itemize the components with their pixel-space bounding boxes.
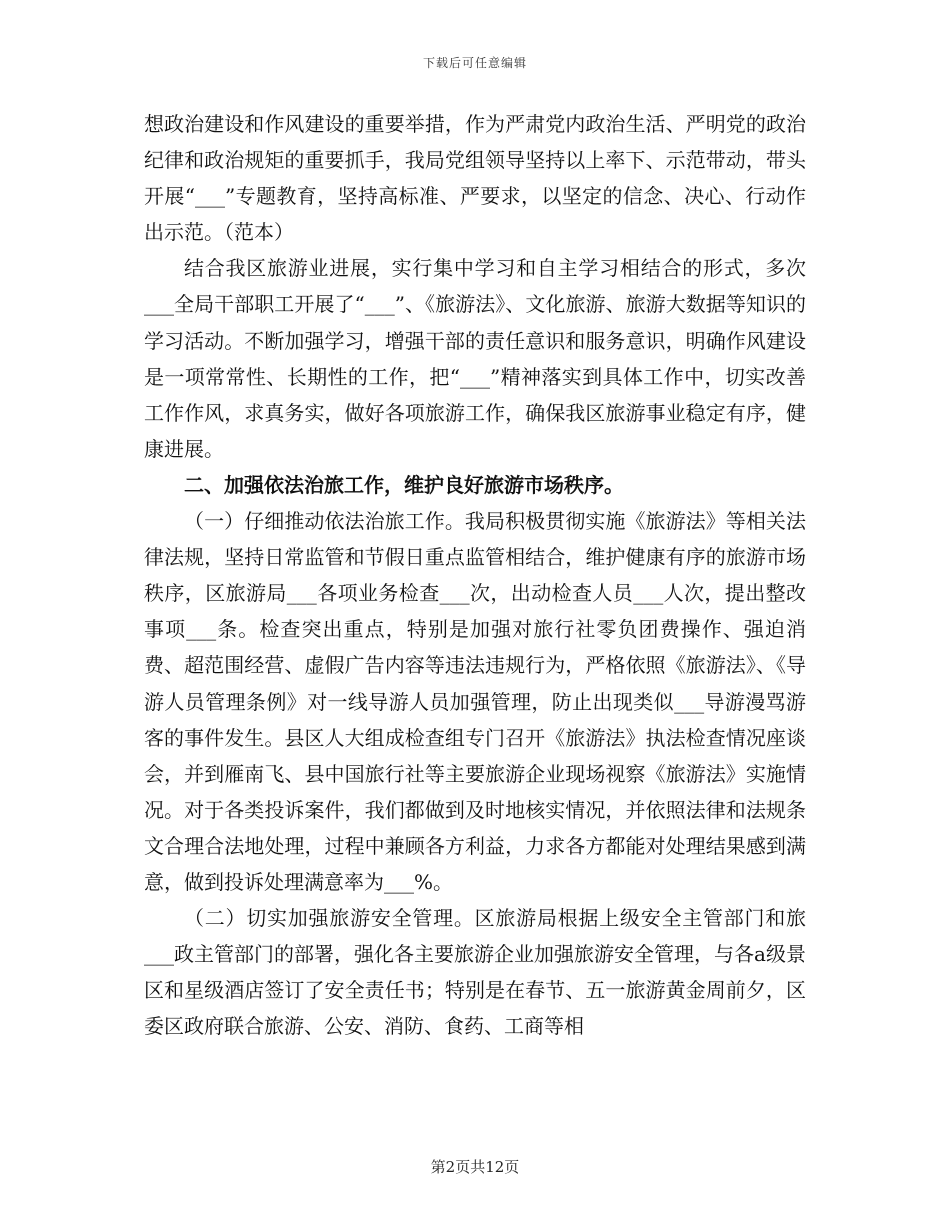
section-heading: 二、加强依法治旅工作，维护良好旅游市场秩序。 xyxy=(184,472,624,497)
paragraph-continuation: 想政治建设和作风建设的重要举措，作为严肃党内政治生活、严明党的政治纪律和政治规矩的重要抓手，我局党组领导坚持以上率下、示范带动，带头开展“___”专题教育，坚持高标准、严要求，以坚定的信念、决心、行动作出示范。（范本） xyxy=(144,112,806,245)
page-header: 下载后可任意编辑 xyxy=(422,56,527,70)
page-number: 第2页共12页 xyxy=(430,1158,520,1176)
paragraph-study-activities: 结合我区旅游业进展，实行集中学习和自主学习相结合的形式，多次___全局干部职工开展了“___”、《旅游法》、文化旅游、旅游大数据等知识的学习活动。不断加强学习，增强干部的责任意识和服务意识，明确作风建设是一项常常性、长期性的工作，把“___”精神落实到具体工作中，切实改善工作作风，求真务实，做好各项旅游工作，确保我区旅游事业稳定有序，健康进展。 xyxy=(144,256,806,461)
paragraph-law-enforcement: （一）仔细推动依法治旅工作。我局积极贯彻实施《旅游法》等相关法律法规，坚持日常监管和节假日重点监管相结合，维护健康有序的旅游市场秩序，区旅游局___各项业务检查___次，出动检查人员___人次，提出整改事项___条。检查突出重点，特别是加强对旅行社零负团费操作、强迫消费、超范围经营、虚假广告内容等违法违规行为，严格依照《旅游法》、《导游人员管理条例》对一线导游人员加强管理，防止出现类似___导游漫骂游客的事件发生。县区人大组成检查组专门召开《旅游法》执法检查情况座谈会，并到雁南飞、县中国旅行社等主要旅游企业现场视察《旅游法》实施情况。对于各类投诉案件，我们都做到及时地核实情况，并依照法律和法规条文合理合法地处理，过程中兼顾各方利益，力求各方都能对处理结果感到满意，做到投诉处理满意率为___%。 xyxy=(144,509,806,894)
paragraph-safety-management: （二）切实加强旅游安全管理。区旅游局根据上级安全主管部门和旅___政主管部门的部署，强化各主要旅游企业加强旅游安全管理，与各a级景区和星级酒店签订了安全责任书；特别是在春节、五一旅游黄金周前夕，区委区政府联合旅游、公安、消防、食药、工商等相 xyxy=(144,906,806,1039)
document-body xyxy=(144,106,806,1044)
